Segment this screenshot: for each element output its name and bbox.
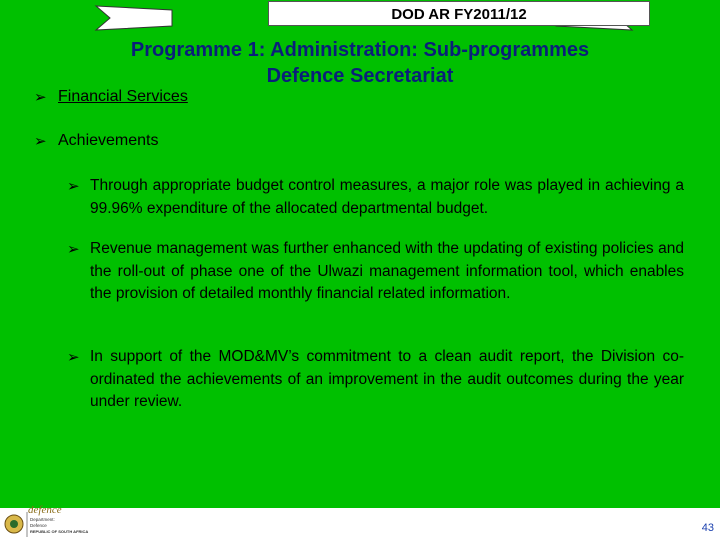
bullet-text: Through appropriate budget control measures, a major role was played in achieving a 99.96% expenditure of the allocated departmental budget. <box>90 177 684 217</box>
arrow-bullet-icon: ➢ <box>34 88 47 106</box>
logo-country: REPUBLIC OF SOUTH AFRICA <box>30 529 89 534</box>
header-label: DOD AR FY2011/12 <box>268 1 650 26</box>
title-line-2: Defence Secretariat <box>266 65 454 87</box>
logo-dept-name: Defence <box>30 523 47 528</box>
bullet-clean-audit <box>67 346 684 414</box>
title-line-1: Programme 1: Administration: Sub-programmes <box>130 39 590 61</box>
slide-title <box>40 37 680 89</box>
bullet-revenue-management <box>67 238 684 306</box>
arrow-bullet-icon: ➢ <box>67 240 80 258</box>
footer-bar <box>0 504 720 540</box>
defence-wordmark-text: defence <box>28 504 62 516</box>
bullet-text: Revenue management was further enhanced with the updating of existing policies and the roll-out of phase one of the Ulwazi management information tool, which enables the provision of detailed monthly financial related information. <box>90 240 684 302</box>
arrow-bullet-icon: ➢ <box>34 132 47 150</box>
bullet-text: In support of the MOD&MV’s commitment to a clean audit report, the Division co-ordinated the achievements of an improvement in the audit outcomes during the year under review. <box>90 348 684 410</box>
arrow-bullet-icon: ➢ <box>67 348 80 366</box>
arrow-bullet-icon: ➢ <box>67 177 80 195</box>
bullet-budget-control <box>67 175 684 220</box>
header-banner <box>96 0 632 34</box>
page-number: 43 <box>701 522 714 534</box>
list-item-label: Financial Services <box>58 88 188 105</box>
coat-of-arms-logo <box>2 508 89 540</box>
logo-dept-label: Department: <box>30 517 55 522</box>
list-item-label: Achievements <box>58 132 159 149</box>
